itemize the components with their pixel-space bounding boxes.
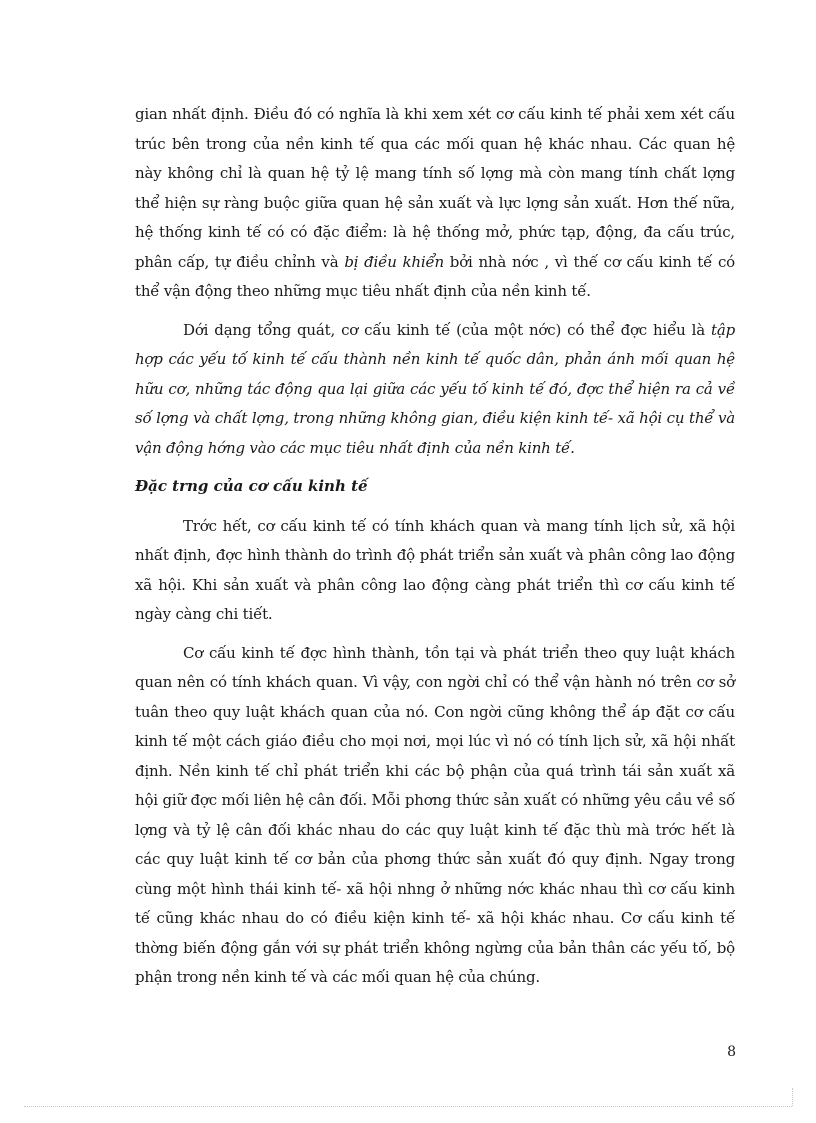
- paragraph-definition-lead: Dới dạng tổng quát, cơ cấu kinh tế (của một nớc) có thể đợc hiểu là: [183, 320, 705, 339]
- paragraph-structure: [135, 100, 735, 307]
- page-number: 8: [727, 1044, 736, 1060]
- document-body: [135, 100, 735, 1002]
- paragraph-structure-end: bởi nhà nớc , vì thế cơ cấu kinh tế có thể vận động theo những mục tiêu nhất định của nền kinh tế.: [135, 252, 736, 300]
- paragraph-laws: Cơ cấu kinh tế đợc hình thành, tồn tại và phát triển theo quy luật khách quan nên có tính khách quan. Vì vậy, con ngời chỉ có thể vận hành nó trên cơ sở tuân theo quy luật khách quan của nó. Con ngời cũng không thể áp đặt cơ cấu kinh tế một cách giáo điều cho mọi nơi, mọi lúc vì nó có tính lịch sử, xã hội nhất định. Nền kinh tế chỉ phát triển khi các bộ phận của quá trình tái sản xuất xã hội giữ đợc mối liên hệ cân đối. Mỗi phơng thức sản xuất có những yêu cầu về số lợng và tỷ lệ cân đối khác nhau do các quy luật kinh tế đặc thù mà trớc hết là các quy luật kinh tế cơ bản của phơng thức sản xuất đó quy định. Ngay trong cùng một hình thái kinh tế- xã hội nhng ở những nớc khác nhau thì cơ cấu kinh tế cũng khác nhau do có điều kiện kinh tế- xã hội khác nhau. Cơ cấu kinh tế thờng biến động gắn với sự phát triển không ngừng của bản thân các yếu tố, bộ phận trong nền kinh tế và các mối quan hệ của chúng.: [135, 643, 735, 986]
- right-border-rule: [792, 1088, 793, 1106]
- section-heading: Đặc trng của cơ cấu kinh tế: [135, 477, 368, 495]
- paragraph-structure-text: gian nhất định. Điều đó có nghĩa là khi xem xét cơ cấu kinh tế phải xem xét cấu trúc bên trong của nền kinh tế qua các mối quan hệ khác nhau. Các quan hệ này không chỉ là quan hệ tỷ lệ mang tính số lợng mà còn mang tính chất lợng thể hiện sự ràng buộc giữa quan hệ sản xuất và lực lợng sản xuất. Hơn thế nữa, hệ thống kinh tế có có đặc điểm: là hệ thống mở, phức tạp, động, đa cấu trúc, phân cấp, tự điều chỉnh và: [135, 105, 735, 271]
- paragraph-objectivity: Trớc hết, cơ cấu kinh tế có tính khách quan và mang tính lịch sử, xã hội nhất định, đợc hình thành do trình độ phát triển sản xuất và phân công lao động xã hội. Khi sản xuất và phân công lao động càng phát triển thì cơ cấu kinh tế ngày càng chi tiết.: [135, 516, 735, 623]
- bottom-border-rule: [24, 1106, 792, 1107]
- paragraph-definition-italic: tập hợp các yếu tố kinh tế cấu thành nền kinh tế quốc dân, phản ánh mối quan hệ hữu cơ, những tác động qua lại giữa các yếu tố kinh tế đó, đợc thể hiện ra cả về số lợng và chất lợng, trong những không gian, điều kiện kinh tế- xã hội cụ thể và vận động hớng vào các mục tiêu nhất định của nền kinh tế.: [135, 320, 735, 457]
- paragraph-definition: [135, 316, 735, 464]
- paragraph-structure-italic: bị điều khiển: [344, 252, 444, 271]
